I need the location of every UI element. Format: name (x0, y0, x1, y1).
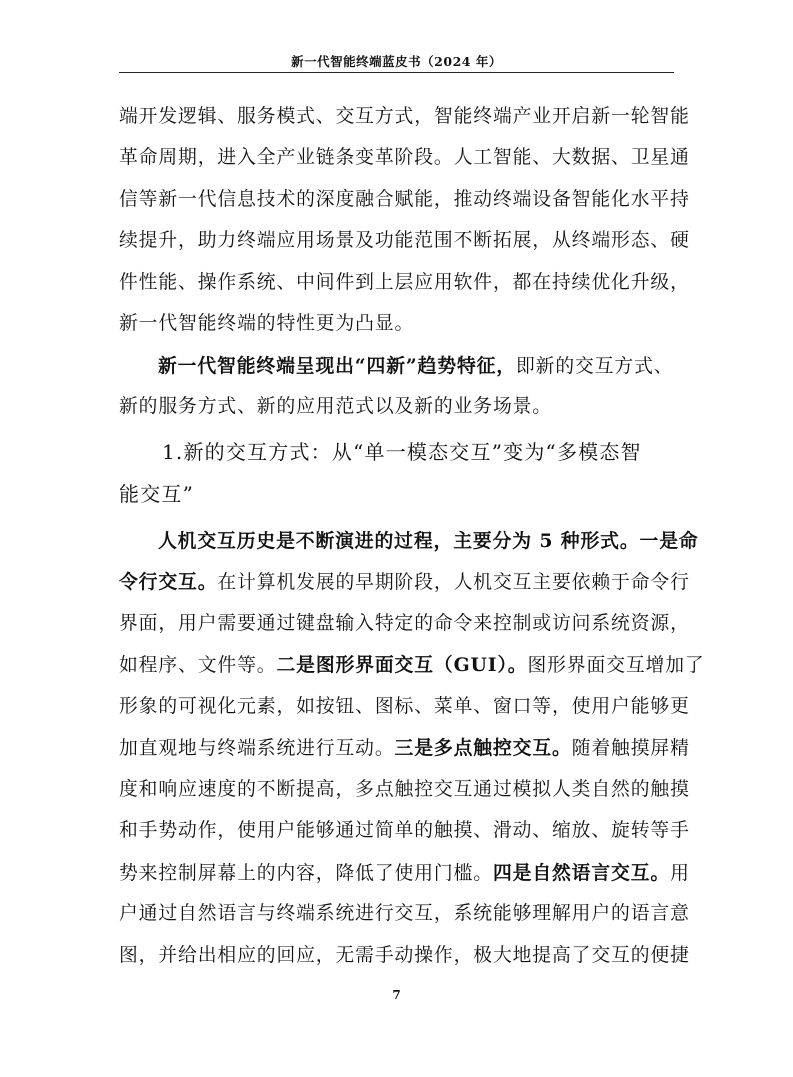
section-heading-line (162, 435, 722, 469)
text-segment: 革命周期，进入全产业链条变革阶段。人工智能、大数据、卫星通 (119, 147, 690, 168)
text-segment: 新的服务方式、新的应用范式以及新的业务场景。 (119, 396, 552, 417)
paragraph-line (119, 648, 705, 682)
bold-text-segment: 四是自然语言交互。 (492, 862, 671, 884)
text-segment: 度和响应速度的不断提高，多点触控交互通过模拟人类自然的触摸 (119, 779, 690, 800)
paragraph-line (119, 266, 690, 300)
text-segment: 能交互” (119, 482, 195, 506)
header-title: 新一代智能终端蓝皮书（2024 年） (291, 54, 502, 69)
text-segment: 随着触摸屏精 (571, 738, 690, 759)
text-segment: 图形界面交互增加了 (527, 655, 705, 676)
paragraph-line (119, 690, 690, 724)
bold-text-segment: 二是图形界面交互（GUI）。 (276, 654, 528, 676)
page-number: 7 (392, 988, 401, 1002)
text-segment: 新一代智能终端的特性更为凸显。 (119, 313, 415, 334)
paragraph-line (119, 390, 679, 424)
text-segment: 端开发逻辑、服务模式、交互方式，智能终端产业开启新一轮智能 (119, 106, 690, 127)
bold-text-segment: 人机交互历史是不断演进的过程，主要分为 5 种形式。一是命 (158, 530, 699, 552)
text-segment: 如程序、文件等。 (119, 655, 277, 676)
paragraph-line (119, 565, 690, 599)
text-segment: 在计算机发展的早期阶段，人机交互主要依赖于命令行 (217, 572, 690, 593)
paragraph-line (158, 524, 718, 558)
paragraph-line (119, 307, 679, 341)
paragraph-line (119, 183, 690, 217)
paragraph-line (119, 731, 690, 765)
bold-text-segment: 令行交互。 (119, 571, 218, 593)
section-heading-line (119, 477, 679, 511)
text-segment: 续提升，助力终端应用场景及功能范围不断拓展，从终端形态、硬 (119, 230, 690, 251)
paragraph-line (119, 607, 690, 641)
header-divider (119, 72, 674, 73)
text-segment: 势来控制屏幕上的内容，降低了使用门槛。 (119, 863, 493, 884)
text-segment: 件性能、操作系统、中间件到上层应用软件，都在持续优化升级， (119, 272, 690, 293)
text-segment: 图，并给出相应的回应，无需手动操作，极大地提高了交互的便捷 (119, 945, 690, 966)
paragraph-line (119, 897, 690, 931)
text-segment: 界面，用户需要通过键盘输入特定的命令来控制或访问系统资源， (119, 613, 690, 634)
paragraph-line (158, 349, 718, 383)
text-segment: 用 (670, 863, 690, 884)
paragraph-line (119, 100, 690, 134)
paragraph-line (119, 773, 690, 807)
text-segment: 户通过自然语言与终端系统进行交互，系统能够理解用户的语言意 (119, 903, 690, 924)
text-segment: 1.新的交互方式：从“单一模态交互”变为“多模态智 (162, 440, 642, 464)
bold-text-segment: 三是多点触控交互。 (394, 737, 572, 759)
text-segment: 信等新一代信息技术的深度融合赋能，推动终端设备智能化水平持 (119, 189, 690, 210)
bold-text-segment: 新一代智能终端呈现出“四新”趋势特征， (158, 355, 516, 377)
paragraph-line (119, 939, 690, 973)
text-segment: 即新的交互方式、 (516, 356, 674, 377)
text-segment: 和手势动作，使用户能够通过简单的触摸、滑动、缩放、旋转等手 (119, 820, 690, 841)
paragraph-line (119, 224, 690, 258)
paragraph-line (119, 141, 690, 175)
paragraph-line (119, 856, 690, 890)
paragraph-line (119, 814, 690, 848)
text-segment: 形象的可视化元素，如按钮、图标、菜单、窗口等，使用户能够更 (119, 696, 690, 717)
text-segment: 加直观地与终端系统进行互动。 (119, 738, 395, 759)
